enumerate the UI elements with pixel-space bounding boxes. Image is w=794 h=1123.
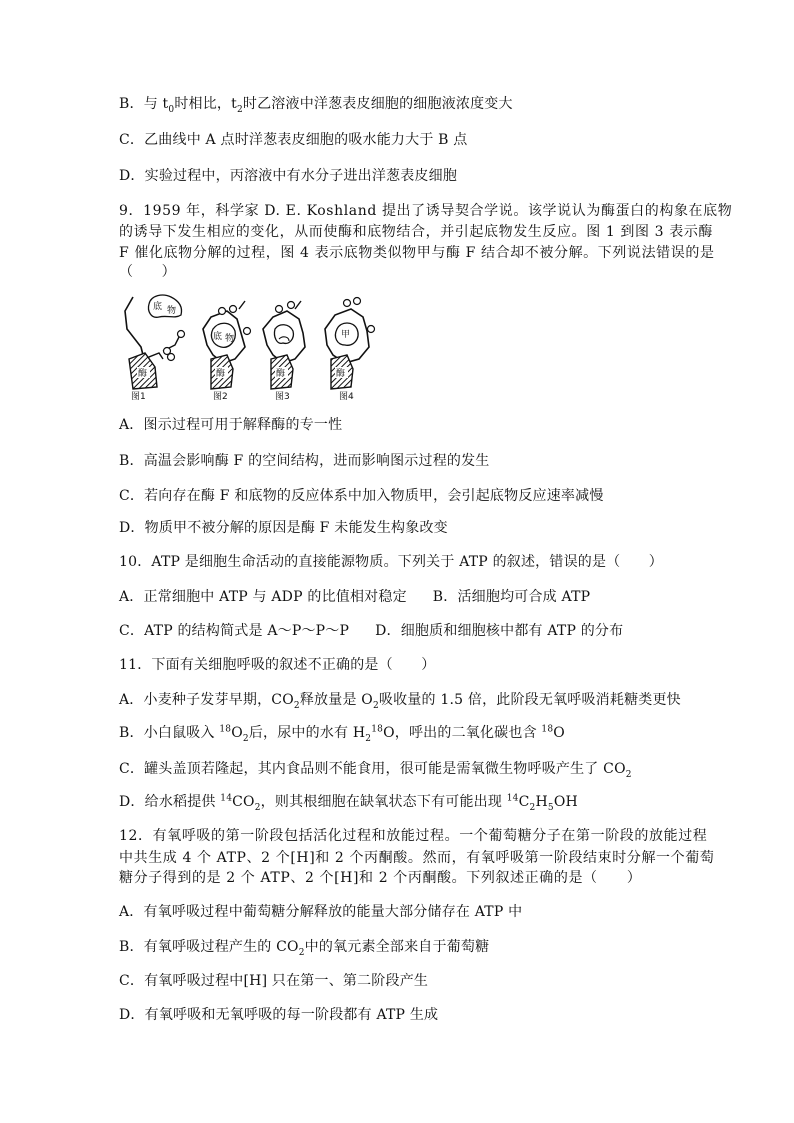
panel-1 bbox=[125, 295, 185, 402]
panel-4 bbox=[325, 298, 375, 403]
q9-stem-line-3: F 催化底物分解的过程，图 4 表示底物类似物甲与酶 F 结合却不被分解。下列说法错误的是 bbox=[119, 245, 715, 261]
panel-3-enzyme-label: 酶 bbox=[276, 369, 286, 379]
q11-stem: 11．下面有关细胞呼吸的叙述不正确的是（ ） bbox=[119, 657, 436, 673]
q11-option-c: C．罐头盖顶若隆起，其内食品则不能食用，很可能是需氧微生物呼吸产生了 $CO_2$ bbox=[119, 761, 632, 780]
q12-option-d: D．有氧呼吸和无氧呼吸的每一阶段都有 ATP 生成 bbox=[119, 1007, 439, 1023]
q10-stem: 10．ATP 是细胞生命活动的直接能源物质。下列关于 ATP 的叙述，错误的是（ ） bbox=[119, 554, 663, 570]
q11-option-d: D．给水稻提供 $^{14}CO_2$，则其根细胞在缺氧状态下有可能出现 $^{14}C_2H_5OH$ bbox=[119, 793, 578, 813]
q8-option-c: C．乙曲线中 A 点时洋葱表皮细胞的吸水能力大于 B 点 bbox=[119, 132, 468, 148]
q8-option-d: D．实验过程中，丙溶液中有水分子进出洋葱表皮细胞 bbox=[119, 168, 458, 184]
panel-2-enzyme-label: 酶 bbox=[216, 369, 226, 379]
q12-option-a: A．有氧呼吸过程中葡萄糖分解释放的能量大部分储存在 ATP 中 bbox=[119, 904, 523, 920]
q12-stem-line-1: 12．有氧呼吸的第一阶段包括活化过程和放能过程。一个葡萄糖分子在第一阶段的放能过程 bbox=[119, 828, 708, 844]
q11-option-a: A．小麦种子发芽早期，$CO_2$释放量是 $O_2$吸收量的 1.5 倍，此阶段无氧呼吸消耗糖类更快 bbox=[119, 692, 681, 711]
panel-2-substrate-a: 底 bbox=[213, 332, 223, 342]
q12-stem-line-2: 中共生成 4 个 ATP、2 个[H]和 2 个丙酮酸。然而，有氧呼吸第一阶段结束时分解一个葡萄 bbox=[119, 850, 715, 866]
panel-1-substrate-a: 底 bbox=[153, 302, 163, 312]
q9-stem-line-1: 9．1959 年，科学家 D. E. Koshland 提出了诱导契合学说。该学说认为酶蛋白的构象在底物 bbox=[119, 203, 733, 219]
panel-1-enzyme-label: 酶 bbox=[138, 369, 148, 379]
figure-label-1: 图1 bbox=[131, 392, 146, 402]
panel-1-substrate-b: 物 bbox=[167, 306, 177, 316]
panel-2 bbox=[203, 301, 251, 402]
panel-4-enzyme-label: 酶 bbox=[336, 369, 346, 379]
q9-option-d: D．物质甲不被分解的原因是酶 F 未能发生构象改变 bbox=[119, 520, 448, 536]
q10-option-c: C．ATP 的结构简式是 A～P～P～P bbox=[119, 623, 350, 639]
q9-option-c: C．若向存在酶 F 和底物的反应体系中加入物质甲，会引起底物反应速率减慢 bbox=[119, 488, 604, 504]
figure-label-4: 图4 bbox=[339, 392, 354, 402]
figure-label-2: 图2 bbox=[213, 392, 228, 402]
q12-option-b: B．有氧呼吸过程产生的 $CO_2$中的氧元素全部来自于葡萄糖 bbox=[119, 939, 490, 958]
figure-label-3: 图3 bbox=[275, 392, 290, 402]
q12-option-c: C．有氧呼吸过程中[H] 只在第一、第二阶段产生 bbox=[119, 973, 429, 989]
q10-option-a: A．正常细胞中 ATP 与 ADP 的比值相对稳定 bbox=[119, 589, 407, 605]
q10-options-cd bbox=[119, 621, 623, 641]
q9-stem-line-4: （ ） bbox=[119, 264, 176, 280]
q10-option-d: D．细胞质和细胞核中都有 ATP 的分布 bbox=[375, 623, 624, 639]
q9-option-b: B．高温会影响酶 F 的空间结构，进而影响图示过程的发生 bbox=[119, 453, 490, 469]
panel-4-analog-label: 甲 bbox=[341, 330, 351, 340]
q10-option-b: B．活细胞均可合成 ATP bbox=[432, 589, 591, 605]
q12-stem-line-3: 糖分子得到的是 2 个 ATP、2 个[H]和 2 个丙酮酸。下列叙述正确的是（ ） bbox=[119, 870, 642, 886]
q8-option-b: B．与 $t_0$时相比，$t_2$时乙溶液中洋葱表皮细胞的细胞液浓度变大 bbox=[119, 96, 513, 115]
panel-2-substrate-b: 物 bbox=[225, 334, 235, 344]
enzyme-induced-fit-figure bbox=[119, 289, 379, 403]
q10-options-ab bbox=[119, 587, 590, 607]
panel-3 bbox=[263, 301, 305, 402]
figure-svg bbox=[119, 289, 379, 403]
q9-stem-line-2: 的诱导下发生相应的变化，从而使酶和底物结合，并引起底物发生反应。图 1 到图 3 表示酶 bbox=[119, 224, 714, 240]
q9-option-a: A．图示过程可用于解释酶的专一性 bbox=[119, 417, 343, 433]
q11-option-b: B．小白鼠吸入 $^{18}O_2$后，尿中的水有 $H_2^{18}O$，呼出的二氧化碳也含 $^{18}$O bbox=[119, 724, 565, 744]
